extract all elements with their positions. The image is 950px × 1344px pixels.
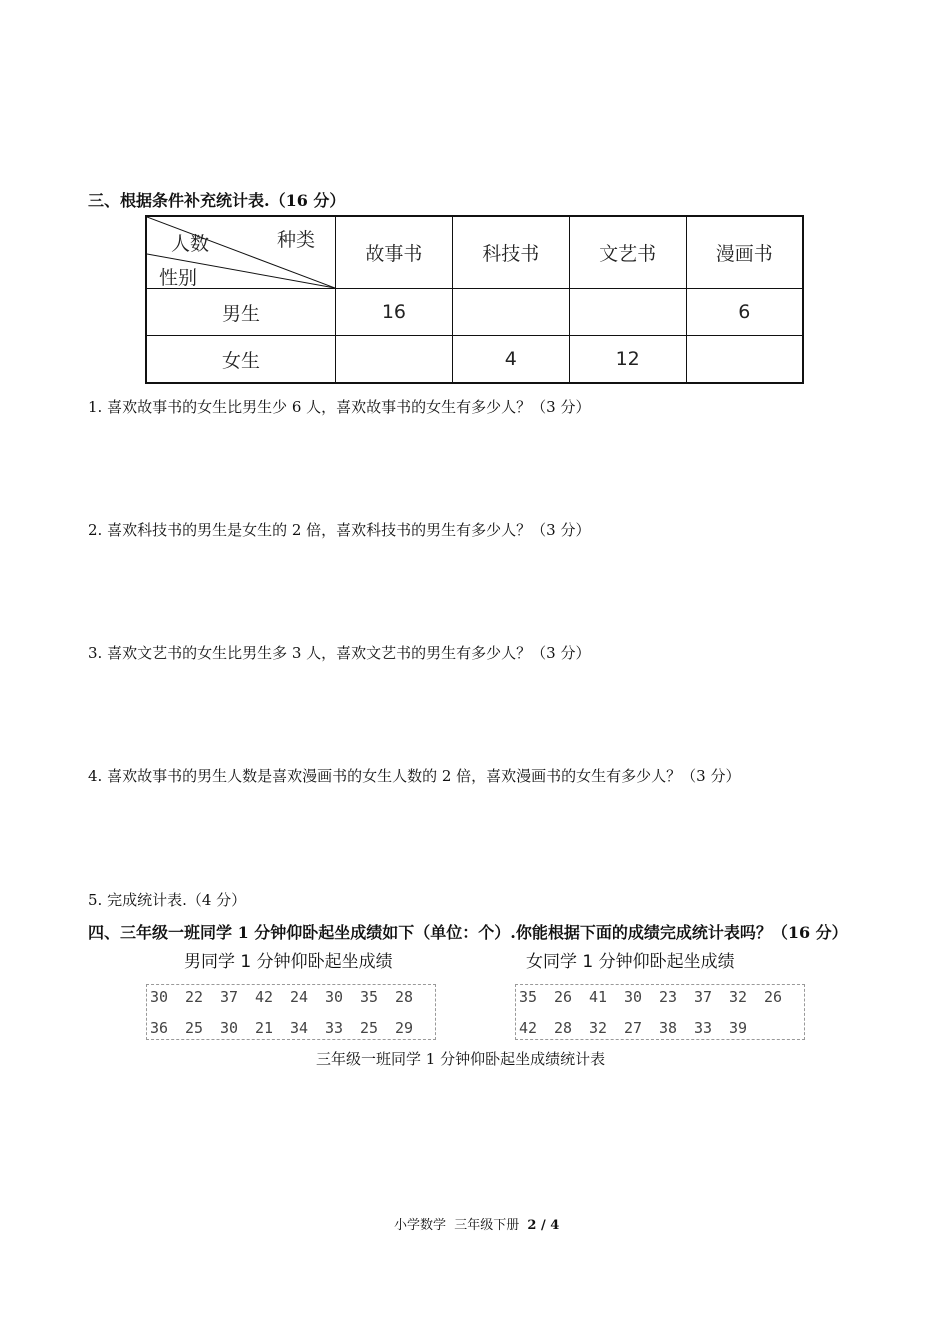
- score-value: 42: [255, 988, 274, 1006]
- score-value: 34: [290, 1019, 309, 1037]
- table-cell: 4: [452, 336, 569, 384]
- corner-label-gender: 性别: [159, 267, 198, 289]
- table-cell: [452, 289, 569, 336]
- question-3: 3. 喜欢文艺书的女生比男生多 3 人，喜欢文艺书的男生有多少人？（3 分）: [88, 644, 591, 662]
- section3-title: 三、根据条件补充统计表.（16 分）: [88, 191, 346, 210]
- score-value: 28: [395, 988, 414, 1006]
- score-value: 22: [185, 988, 204, 1006]
- score-value: 24: [290, 988, 309, 1006]
- table-cell: 16: [336, 289, 453, 336]
- table-row: [146, 289, 803, 336]
- girls-scores-title: 女同学 1 分钟仰卧起坐成绩: [526, 952, 735, 972]
- score-value: 25: [360, 1019, 379, 1037]
- score-value: 32: [729, 988, 748, 1006]
- corner-label-category: 种类: [277, 229, 316, 251]
- table-cell: [569, 289, 686, 336]
- column-header: 漫画书: [686, 216, 803, 289]
- score-value: 30: [325, 988, 344, 1006]
- table-cell: [336, 336, 453, 384]
- question-4: 4. 喜欢故事书的男生人数是喜欢漫画书的女生人数的 2 倍，喜欢漫画书的女生有多少人？（3 分）: [88, 767, 741, 785]
- footer-subject: 小学数学 三年级下册: [394, 1218, 520, 1233]
- section4-title: 四、三年级一班同学 1 分钟仰卧起坐成绩如下（单位：个）.你能根据下面的成绩完成统计表吗？（16 分）: [88, 923, 848, 942]
- score-value: 30: [624, 988, 643, 1006]
- score-value: 21: [255, 1019, 274, 1037]
- score-value: 30: [220, 1019, 239, 1037]
- book-stat-table: [145, 215, 804, 384]
- question-1: 1. 喜欢故事书的女生比男生少 6 人，喜欢故事书的女生有多少人？（3 分）: [88, 398, 591, 416]
- score-value: 27: [624, 1019, 643, 1037]
- score-value: 25: [185, 1019, 204, 1037]
- page-footer: [394, 1214, 559, 1233]
- column-header: 故事书: [336, 216, 453, 289]
- score-value: 30: [150, 988, 169, 1006]
- row-label: 男生: [146, 289, 336, 336]
- score-value: 36: [150, 1019, 169, 1037]
- score-value: 28: [554, 1019, 573, 1037]
- girls-scores-row-1: [519, 988, 799, 1006]
- corner-label-count: 人数: [171, 233, 210, 255]
- boys-scores-title: 男同学 1 分钟仰卧起坐成绩: [184, 952, 393, 972]
- score-value: 32: [589, 1019, 608, 1037]
- score-value: 41: [589, 988, 608, 1006]
- score-value: 39: [729, 1019, 748, 1037]
- boys-scores-row-1: [150, 988, 430, 1006]
- score-value: 29: [395, 1019, 414, 1037]
- score-value: 37: [220, 988, 239, 1006]
- table-cell: 12: [569, 336, 686, 384]
- score-value: 42: [519, 1019, 538, 1037]
- score-value: 26: [764, 988, 783, 1006]
- score-value: 35: [519, 988, 538, 1006]
- column-header: 文艺书: [569, 216, 686, 289]
- table-cell: 6: [686, 289, 803, 336]
- score-value: 37: [694, 988, 713, 1006]
- score-value: 23: [659, 988, 678, 1006]
- girls-scores-row-2: [519, 1019, 764, 1037]
- score-value: 35: [360, 988, 379, 1006]
- table-cell: [686, 336, 803, 384]
- page-number: 2 / 4: [527, 1218, 560, 1233]
- boys-scores-row-2: [150, 1019, 430, 1037]
- score-value: 33: [694, 1019, 713, 1037]
- question-2: 2. 喜欢科技书的男生是女生的 2 倍，喜欢科技书的男生有多少人？（3 分）: [88, 521, 591, 539]
- row-label: 女生: [146, 336, 336, 384]
- question-5: 5. 完成统计表.（4 分）: [88, 891, 247, 909]
- girls-scores-box: [515, 984, 805, 1040]
- stat-table-caption: 三年级一班同学 1 分钟仰卧起坐成绩统计表: [316, 1050, 606, 1068]
- table-corner-header: [146, 216, 336, 289]
- score-value: 38: [659, 1019, 678, 1037]
- score-value: 33: [325, 1019, 344, 1037]
- table-row: [146, 336, 803, 384]
- boys-scores-box: [146, 984, 436, 1040]
- column-header: 科技书: [452, 216, 569, 289]
- score-value: 26: [554, 988, 573, 1006]
